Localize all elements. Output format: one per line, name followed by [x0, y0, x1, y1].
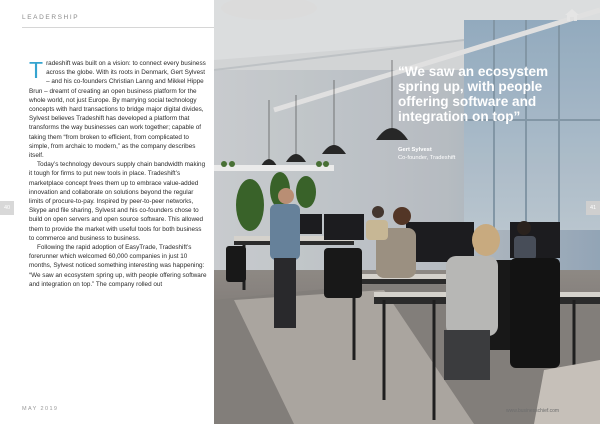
article-body: [29, 59, 207, 289]
paragraph-1: [29, 59, 207, 160]
header-rule: [22, 27, 214, 28]
issue-date: MAY 2019: [22, 406, 59, 412]
paragraph-3: Following the rapid adoption of EasyTrade, Tradeshift’s forerunner which welcomed 60,000 companies in just 10 months, Sylvest noticed something interesting was happening: “We saw an ecosystem spring up, with people offering software and integration on top.” The company rolled out: [29, 244, 207, 288]
paragraph-2: Today’s technology devours supply chain bandwidth making it tough for firms to put new tools in place. Tradeshift’s marketplace concept frees them up to embrace value-added innovation and collaborate on solutions beyond the regular limits of procure-to-pay. Inspired by peer-to-peer networks, Skype and file sharing, Sylvest and his co-founders chose to build on open servers and open source software. This allowed them to provide the market with useful tools for both business to commerce and business to business.: [29, 161, 206, 242]
dropcap: T: [29, 57, 44, 83]
page-number-left: 40: [0, 201, 14, 215]
left-page: [0, 0, 214, 424]
quote-role: Co-founder, Tradeshift: [398, 155, 456, 161]
quote-name: Gert Sylvest: [398, 147, 432, 153]
home-icon[interactable]: [564, 8, 580, 22]
quote-attribution: [398, 146, 455, 162]
pull-quote: “We saw an ecosystem spring up, with people offering software and integration on top”: [398, 64, 549, 124]
photo-watermark: www.businesschief.com: [506, 408, 560, 414]
page-number-right: 41: [586, 201, 600, 215]
paragraph-1-text: radeshift was built on a vision: to connect every business across the globe. With its roots in Denmark, Gert Sylvest – and his co-founders Christian Lanng and Mikkel Hippe Brun – dreamt of creating an open business platform for the whole world, not just Europe. By marrying social technology concepts with hard transactions to bridge major digital divides, Sylvest believes Tradeshift has developed a platform that transforms the way businesses can work together; capable of taking them “from broken to efficient, from complicated to simple, from archaic to modern,” as the company describes itself.: [29, 60, 206, 160]
section-label: LEADERSHIP: [22, 14, 80, 21]
